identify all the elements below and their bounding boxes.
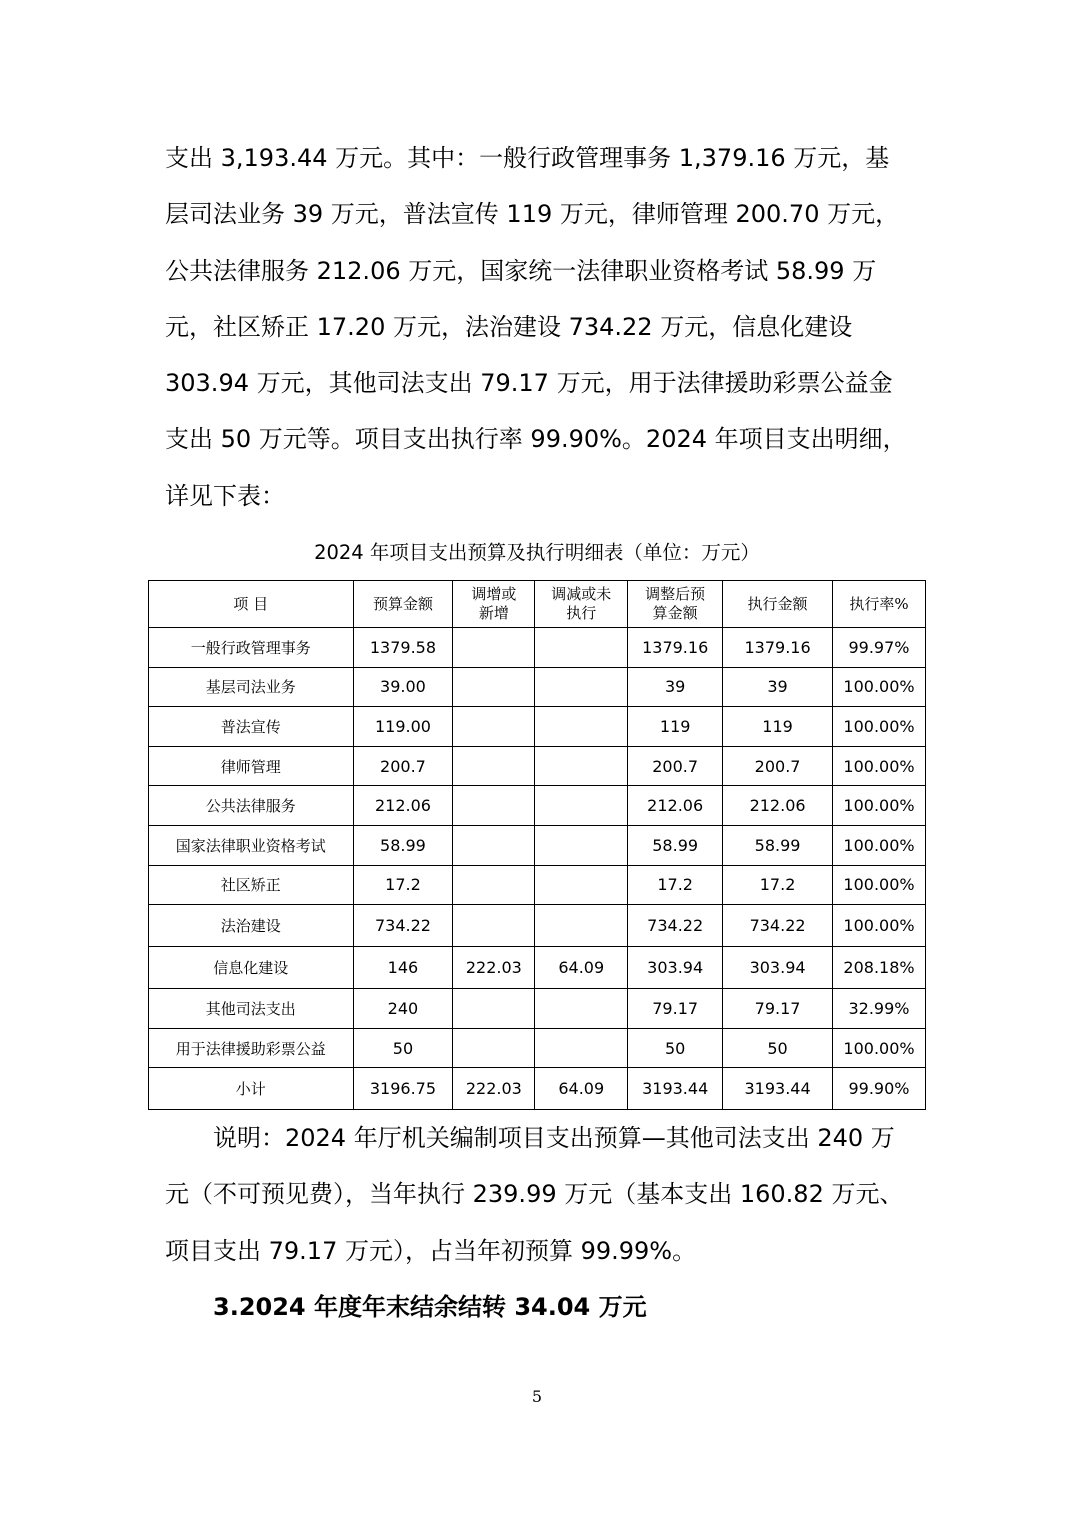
- table-cell: [453, 1028, 535, 1068]
- page-number: 5: [531, 1387, 543, 1406]
- table-row: [149, 825, 926, 865]
- table-cell: 17.2: [353, 865, 453, 905]
- text-line: 详见下表：: [165, 481, 285, 510]
- table-cell: 39: [723, 667, 833, 707]
- column-header: 项 目: [149, 581, 354, 628]
- column-header: 执行金额: [723, 581, 833, 628]
- table-cell: 222.03: [453, 1068, 535, 1110]
- table-cell: 100.00%: [833, 667, 926, 707]
- table-cell: [453, 989, 535, 1029]
- table-cell: 50: [628, 1028, 723, 1068]
- table-cell: [535, 667, 628, 707]
- table-cell: 212.06: [723, 786, 833, 826]
- table-row: [149, 865, 926, 905]
- text-line: 元，社区矫正 17.20 万元，法治建设 734.22 万元，信息化建设: [165, 312, 853, 341]
- table-cell: 119: [723, 707, 833, 747]
- text-line: 层司法业务 39 万元，普法宣传 119 万元，律师管理 200.70 万元，: [165, 200, 900, 229]
- row-label: 国家法律职业资格考试: [149, 825, 354, 865]
- table-cell: 119: [628, 707, 723, 747]
- table-cell: 146: [353, 947, 453, 989]
- table-cell: [453, 707, 535, 747]
- table-cell: [535, 786, 628, 826]
- table-row: [149, 1028, 926, 1068]
- table-cell: 100.00%: [833, 707, 926, 747]
- table-cell: [535, 865, 628, 905]
- table-cell: 200.7: [628, 746, 723, 786]
- table-row: [149, 628, 926, 668]
- text-line: 303.94 万元，其他司法支出 79.17 万元，用于法律援助彩票公益金: [165, 369, 893, 398]
- table-cell: 734.22: [628, 905, 723, 947]
- table-cell: 17.2: [723, 865, 833, 905]
- table-header-row: [149, 581, 926, 628]
- table-row: [149, 1068, 926, 1110]
- text-line: 项目支出 79.17 万元），占当年初预算 99.99%。: [165, 1236, 697, 1265]
- budget-table: [148, 580, 926, 1110]
- column-header: 执行率%: [833, 581, 926, 628]
- table-row: [149, 905, 926, 947]
- table-cell: 1379.58: [353, 628, 453, 668]
- row-label: 律师管理: [149, 746, 354, 786]
- table-cell: [453, 667, 535, 707]
- row-label: 小计: [149, 1068, 354, 1110]
- table-cell: [535, 628, 628, 668]
- table-cell: 100.00%: [833, 1028, 926, 1068]
- table-cell: 200.7: [353, 746, 453, 786]
- row-label: 普法宣传: [149, 707, 354, 747]
- note-paragraph: [165, 1110, 913, 1279]
- table-cell: 3193.44: [723, 1068, 833, 1110]
- table-cell: 100.00%: [833, 865, 926, 905]
- table-cell: 100.00%: [833, 746, 926, 786]
- table-cell: 3196.75: [353, 1068, 453, 1110]
- text-line: 支出 3,193.44 万元。其中：一般行政管理事务 1,379.16 万元，基: [165, 144, 890, 172]
- table-cell: [535, 1028, 628, 1068]
- row-label: 公共法律服务: [149, 786, 354, 826]
- column-header: 预算金额: [353, 581, 453, 628]
- row-label: 基层司法业务: [149, 667, 354, 707]
- table-cell: [453, 746, 535, 786]
- table-cell: 79.17: [628, 989, 723, 1029]
- table-cell: [535, 707, 628, 747]
- table-row: [149, 667, 926, 707]
- section-heading: 3.2024 年度年末结余结转 34.04 万元: [213, 1293, 647, 1321]
- table-cell: 99.90%: [833, 1068, 926, 1110]
- intro-paragraph: [165, 130, 913, 524]
- table-cell: 64.09: [535, 1068, 628, 1110]
- table-cell: 734.22: [723, 905, 833, 947]
- text-line: 公共法律服务 212.06 万元，国家统一法律职业资格考试 58.99 万: [165, 256, 877, 285]
- table-cell: 58.99: [723, 825, 833, 865]
- table-row: [149, 989, 926, 1029]
- table-cell: 222.03: [453, 947, 535, 989]
- table-row: [149, 707, 926, 747]
- table-cell: [535, 905, 628, 947]
- table-cell: 39: [628, 667, 723, 707]
- table-cell: 58.99: [628, 825, 723, 865]
- table-cell: 79.17: [723, 989, 833, 1029]
- table-cell: 17.2: [628, 865, 723, 905]
- table-cell: 58.99: [353, 825, 453, 865]
- table-cell: [535, 825, 628, 865]
- table-body: [149, 628, 926, 1110]
- row-label: 法治建设: [149, 905, 354, 947]
- row-label: 信息化建设: [149, 947, 354, 989]
- row-label: 一般行政管理事务: [149, 628, 354, 668]
- table-cell: 99.97%: [833, 628, 926, 668]
- table-cell: 119.00: [353, 707, 453, 747]
- table-row: [149, 786, 926, 826]
- table-cell: 1379.16: [628, 628, 723, 668]
- table-cell: 240: [353, 989, 453, 1029]
- text-line: 元（不可预见费），当年执行 239.99 万元（基本支出 160.82 万元、: [165, 1180, 904, 1209]
- table-cell: 212.06: [628, 786, 723, 826]
- table-cell: 1379.16: [723, 628, 833, 668]
- table-cell: 32.99%: [833, 989, 926, 1029]
- table-cell: 208.18%: [833, 947, 926, 989]
- table-cell: 64.09: [535, 947, 628, 989]
- table-cell: [453, 905, 535, 947]
- row-label: 其他司法支出: [149, 989, 354, 1029]
- table-cell: [535, 746, 628, 786]
- table-cell: [535, 989, 628, 1029]
- table-row: [149, 746, 926, 786]
- table-cell: 100.00%: [833, 786, 926, 826]
- column-header: 调整后预 算金额: [628, 581, 723, 628]
- row-label: 用于法律援助彩票公益: [149, 1028, 354, 1068]
- table-cell: 212.06: [353, 786, 453, 826]
- text-line: 支出 50 万元等。项目支出执行率 99.90%。2024 年项目支出明细，: [165, 425, 907, 454]
- table-cell: 200.7: [723, 746, 833, 786]
- table-row: [149, 947, 926, 989]
- table-cell: 50: [353, 1028, 453, 1068]
- table-title: 2024 年项目支出预算及执行明细表（单位：万元）: [314, 541, 760, 564]
- table-cell: [453, 865, 535, 905]
- table-cell: 3193.44: [628, 1068, 723, 1110]
- table-cell: 303.94: [723, 947, 833, 989]
- table-cell: 303.94: [628, 947, 723, 989]
- row-label: 社区矫正: [149, 865, 354, 905]
- table-cell: 50: [723, 1028, 833, 1068]
- table-cell: 100.00%: [833, 825, 926, 865]
- table-cell: 100.00%: [833, 905, 926, 947]
- table-cell: [453, 825, 535, 865]
- column-header: 调增或 新增: [453, 581, 535, 628]
- table-cell: 39.00: [353, 667, 453, 707]
- column-header: 调减或未 执行: [535, 581, 628, 628]
- table-cell: [453, 786, 535, 826]
- table-cell: [453, 628, 535, 668]
- table-cell: 734.22: [353, 905, 453, 947]
- text-line: 说明：2024 年厅机关编制项目支出预算—其他司法支出 240 万: [213, 1124, 895, 1152]
